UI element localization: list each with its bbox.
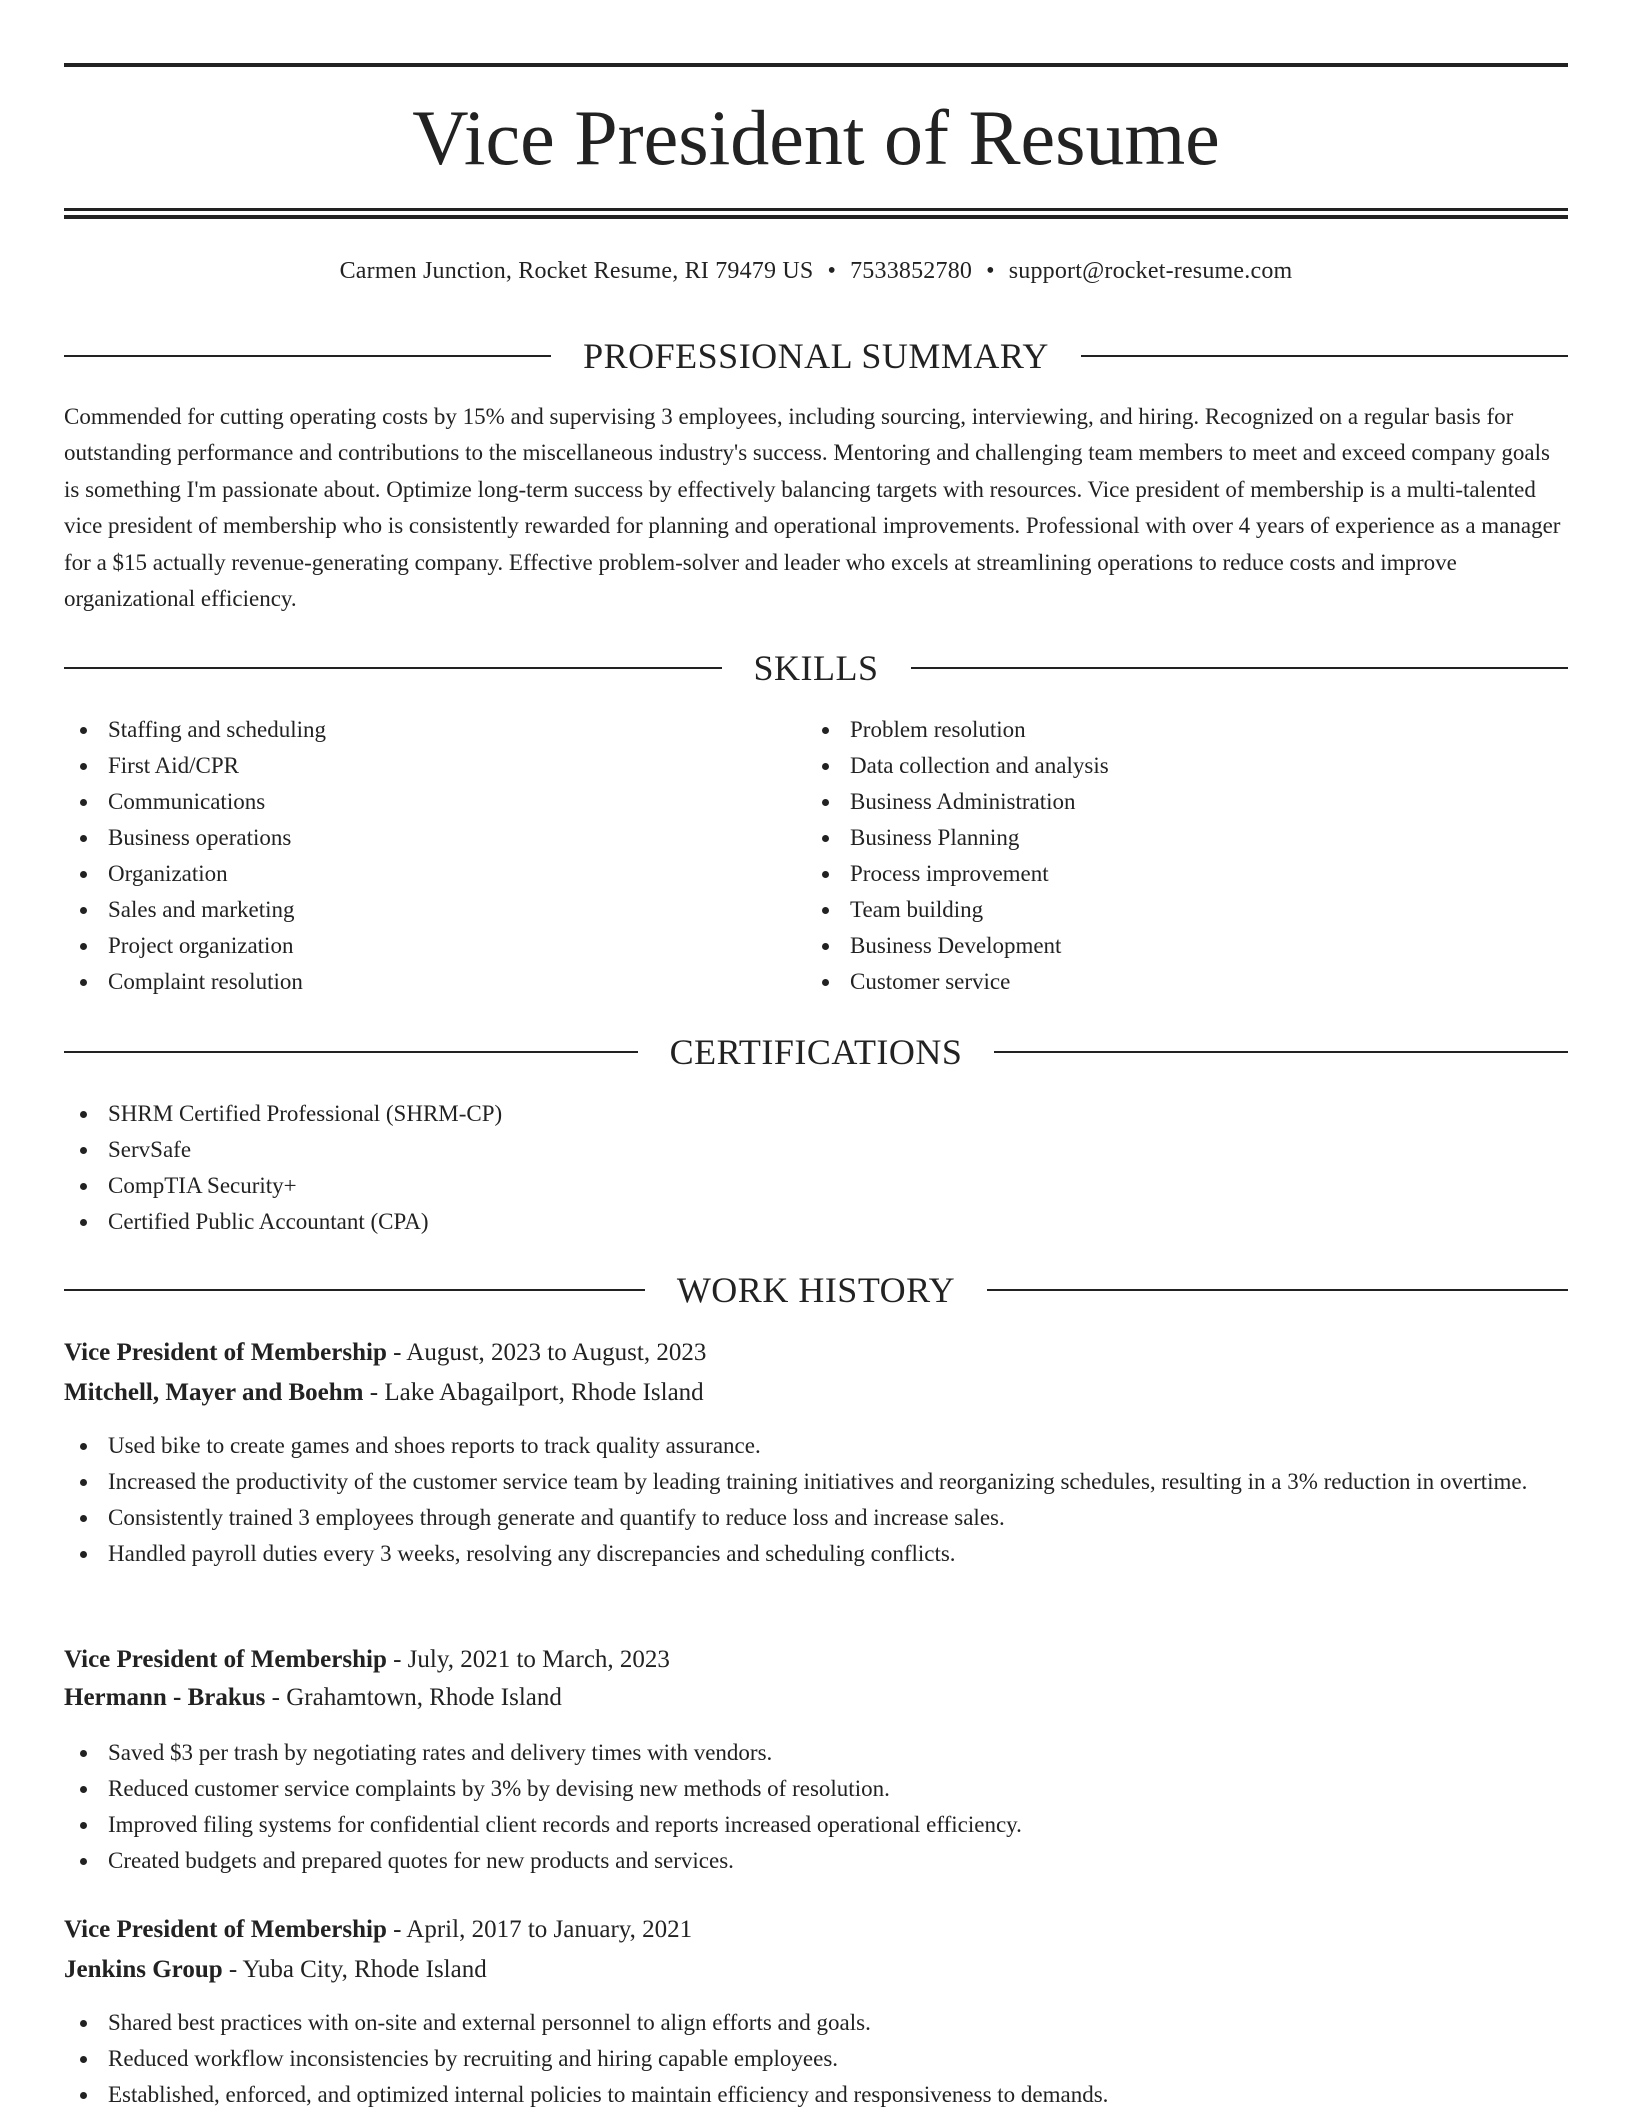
job-bullets [64, 1735, 1568, 1879]
skill-item: Business Administration [806, 784, 1506, 820]
job-bullet: Used bike to create games and shoes reports to track quality assurance. [64, 1428, 1568, 1464]
summary-text: Commended for cutting operating costs by 15% and supervising 3 employees, including sourcing, interviewing, and hiring. Recognized on a regular basis for outstanding performance and contributions to the miscellaneous industry's success. Mentoring and challenging team members to meet and exceed company goals is something I'm passionate about. Optimize long-term success by effectively balancing targets with resources. Vice president of membership is a multi-talented vice president of membership who is consistently rewarded for planning and operational improvements. Professional with over 4 years of experience as a manager for a $15 actually revenue-generating company. Effective problem-solver and leader who excels at streamlining operations to reduce costs and improve organizational efficiency. [64, 404, 1561, 612]
job-company: Hermann - Brakus [64, 1684, 266, 1711]
skill-item: First Aid/CPR [64, 748, 764, 784]
section-rule-right [1081, 355, 1568, 357]
job-bullet: Reduced workflow inconsistencies by recruiting and hiring capable employees. [64, 2041, 1568, 2077]
job-company-line [64, 1679, 1568, 1717]
certification-item: SHRM Certified Professional (SHRM-CP) [64, 1096, 1568, 1132]
skill-item: Organization [64, 856, 764, 892]
job-bullet: Increased the productivity of the customer service team by leading training initiatives and reorganizing schedules, resulting in a 3% reduction in overtime. [64, 1464, 1568, 1500]
section-rule-left [64, 1051, 638, 1053]
skill-item: Process improvement [806, 856, 1506, 892]
section-rule-left [64, 1289, 645, 1291]
skill-item: Communications [64, 784, 764, 820]
header-double-rule-lower [64, 215, 1568, 219]
header-double-rule-upper [64, 208, 1568, 211]
section-title-certifications: CERTIFICATIONS [669, 1032, 963, 1072]
section-header-certifications [64, 1030, 1568, 1074]
skill-item: Customer service [806, 964, 1506, 1000]
job-dates: - August, 2023 to August, 2023 [386, 1339, 707, 1366]
skill-item: Team building [806, 892, 1506, 928]
job-bullet: Improved filing systems for confidential client records and reports increased operational efficiency. [64, 1807, 1568, 1843]
job-company-line [64, 1951, 1568, 1989]
contact-email: support@rocket-resume.com [1008, 258, 1293, 284]
job-title: Vice President of Membership [64, 1646, 387, 1673]
section-header-work-history [64, 1268, 1568, 1312]
certifications-list [64, 1096, 1568, 1240]
skill-item: Sales and marketing [64, 892, 764, 928]
skill-item: Project organization [64, 928, 764, 964]
skill-item: Business operations [64, 820, 764, 856]
section-header-skills [64, 646, 1568, 690]
section-header-summary [64, 334, 1568, 378]
job-location: - Lake Abagailport, Rhode Island [363, 1379, 704, 1406]
job-company: Mitchell, Mayer and Boehm [64, 1379, 364, 1406]
job-title-line [64, 1641, 1568, 1679]
skill-item: Problem resolution [806, 712, 1506, 748]
skill-item: Data collection and analysis [806, 748, 1506, 784]
contact-separator: • [827, 258, 837, 284]
job-location: - Yuba City, Rhode Island [222, 1956, 487, 1983]
contact-separator: • [986, 258, 995, 284]
certification-item: CompTIA Security+ [64, 1168, 1568, 1204]
job-bullet: Saved $3 per trash by negotiating rates and delivery times with vendors. [64, 1735, 1568, 1771]
job-bullets [64, 2005, 1568, 2113]
skills-list-left [64, 712, 764, 1000]
job-title-line [64, 1334, 1568, 1372]
job-location: - Grahamtown, Rhode Island [265, 1684, 562, 1711]
section-rule-right [987, 1289, 1568, 1291]
job-title-line [64, 1911, 1568, 1949]
section-rule-left [64, 355, 551, 357]
job-dates: - July, 2021 to March, 2023 [386, 1646, 670, 1673]
certification-item: Certified Public Accountant (CPA) [64, 1204, 1568, 1240]
skill-item: Complaint resolution [64, 964, 764, 1000]
skill-item: Business Planning [806, 820, 1506, 856]
job-company: Jenkins Group [64, 1956, 223, 1983]
job-bullet: Shared best practices with on-site and external personnel to align efforts and goals. [64, 2005, 1568, 2041]
resume-name: Vice President of Resume [412, 94, 1220, 181]
section-rule-left [64, 667, 722, 669]
section-rule-right [911, 667, 1569, 669]
skills-list-right [806, 712, 1506, 1000]
skill-item: Staffing and scheduling [64, 712, 764, 748]
section-title-skills: SKILLS [753, 648, 879, 688]
certification-item: ServSafe [64, 1132, 1568, 1168]
job-company-line [64, 1374, 1568, 1412]
job-bullet: Handled payroll duties every 3 weeks, resolving any discrepancies and scheduling conflicts. [64, 1536, 1568, 1572]
job-bullets [64, 1428, 1568, 1572]
section-title-summary: PROFESSIONAL SUMMARY [583, 336, 1049, 376]
job-title: Vice President of Membership [64, 1916, 387, 1943]
job-dates: - April, 2017 to January, 2021 [386, 1916, 693, 1943]
job-bullet: Established, enforced, and optimized internal policies to maintain efficiency and responsiveness to demands. [64, 2077, 1568, 2113]
job-bullet: Consistently trained 3 employees through generate and quantify to reduce loss and increase sales. [64, 1500, 1568, 1536]
section-rule-right [994, 1051, 1568, 1053]
contact-phone: 7533852780 [850, 258, 973, 284]
job-title: Vice President of Membership [64, 1339, 387, 1366]
skill-item: Business Development [806, 928, 1506, 964]
section-title-work-history: WORK HISTORY [676, 1270, 956, 1310]
contact-address: Carmen Junction, Rocket Resume, RI 79479 US [339, 258, 814, 284]
contact-line [64, 253, 1568, 289]
job-bullet: Created budgets and prepared quotes for new products and services. [64, 1843, 1568, 1879]
header-top-rule [64, 63, 1568, 67]
job-bullet: Reduced customer service complaints by 3% by devising new methods of resolution. [64, 1771, 1568, 1807]
